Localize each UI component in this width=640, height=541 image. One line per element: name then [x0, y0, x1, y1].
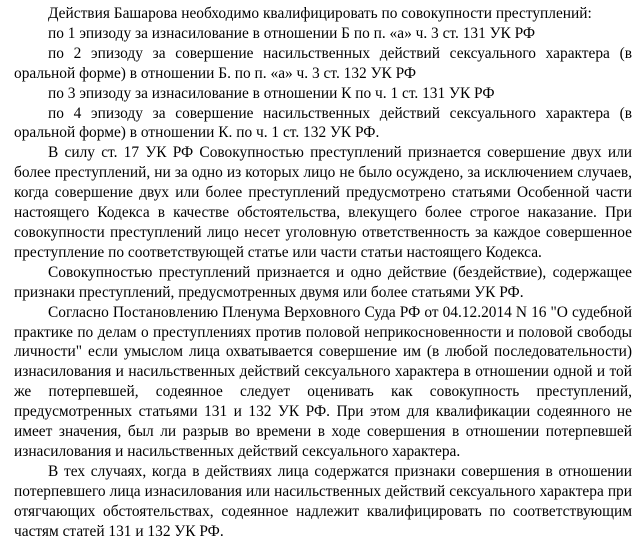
paragraph-episode-4: по 4 эпизоду за совершение насильственных действий сексуального характера (в оральной форме) в отношении К. по ч. 1 ст. 132 УК РФ. [14, 104, 632, 142]
paragraph-episode-1: по 1 эпизоду за изнасилование в отношении Б по п. «а» ч. 3 ст. 131 УК РФ [48, 24, 536, 42]
paragraph-episode-2: по 2 эпизоду за совершение насильственных действий сексуального характера (в оральной форме) в отношении Б. по п. «а» ч. 3 ст. 132 УК РФ [14, 44, 632, 82]
paragraph-aggravating: В тех случаях, когда в действиях лица содержатся признаки совершения в отношении потерпевшего лица изнасилования или насильственных действий сексуального характера при отягчающих обстоятельствах, содеянное надлежит квалифицировать по соответствующим частям статей 131 и 132 УК РФ. [14, 462, 632, 540]
paragraph-episode-3: по 3 эпизоду за изнасилование в отношении К по ч. 1 ст. 131 УК РФ [48, 84, 495, 102]
paragraph-intro: Действия Башарова необходимо квалифицировать по совокупности преступлений: [48, 5, 592, 22]
paragraph-single-action: Совокупностью преступлений признается и одно действие (бездействие), содержащее признаки преступлений, предусмотренных двумя или более статьями УК РФ. [14, 263, 632, 301]
paragraph-article-17: В силу ст. 17 УК РФ Совокупностью преступлений признается совершение двух или более преступлений, ни за одно из которых лицо не было осуждено, за исключением случаев, когда совершение двух или более преступлений предусмотрено статьями Особенной части настоящего Кодекса в качестве обстоятельства, влекущего более строгое наказание. При совокупности преступлений лицо несет уголовную ответственность за каждое совершенное преступление по соответствующей статье или части статьи настоящего Кодекса. [14, 144, 632, 261]
document-page [14, 4, 632, 541]
paragraph-plenum-resolution: Согласно Постановлению Пленума Верховного Суда РФ от 04.12.2014 N 16 "О судебной практике по делам о преступлениях против половой неприкосновенности и половой свободы личности" если умыслом лица охватывается совершение им (в любой последовательности) изнасилования и насильственных действий сексуального характера в отношении одной и той же потерпевшей, содеянное следует оценивать как совокупность преступлений, предусмотренных статьями 131 и 132 УК РФ. При этом для квалификации содеянного не имеет значения, был ли разрыв во времени в ходе совершения в отношении потерпевшей изнасилования и насильственных действий сексуального характера. [14, 303, 632, 460]
